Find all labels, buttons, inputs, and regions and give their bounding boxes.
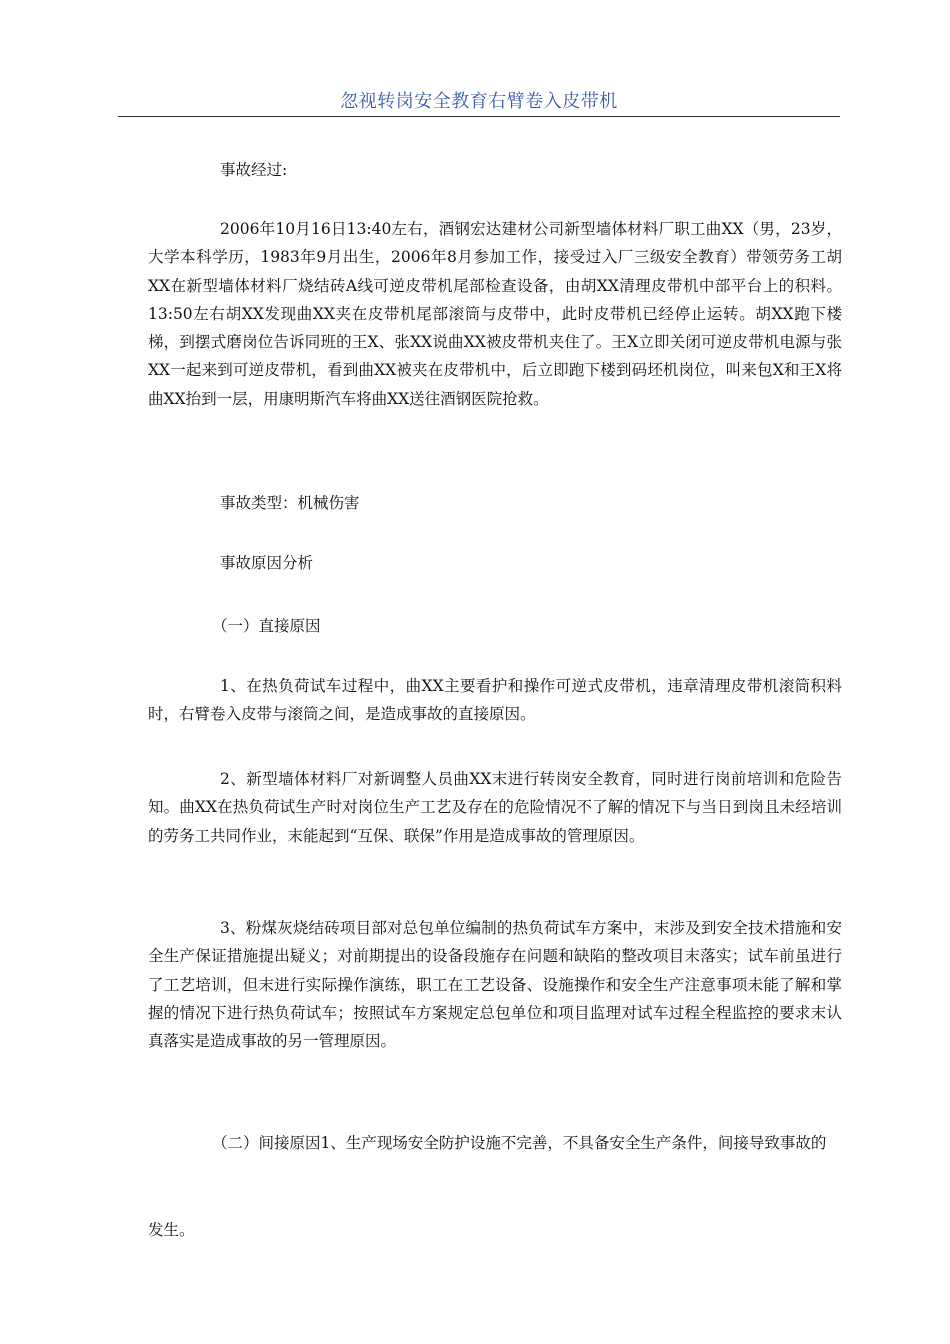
paragraph-tail: 发生。: [148, 1221, 195, 1239]
process-paragraph: 2006年10月16日13:40左右，酒钢宏达建材公司新型墙体材料厂职工曲XX（男，23岁，大学本科学历，1983年9月出生，2006年8月参加工作，接受过入厂三级安全教育）带领劳务工胡XX在新型墙体材料厂烧结砖A线可逆皮带机尾部检查设备，由胡XX清理皮带机中部平台上的积料。13:50左右胡XX发现曲XX夹在皮带机尾部滚筒与皮带中，此时皮带机已经停止运转。胡XX跑下楼梯，到摆式磨岗位告诉同班的王X、张XX说曲XX被皮带机夹住了。王X立即关闭可逆皮带机电源与张XX一起来到可逆皮带机，看到曲XX被夹在皮带机中，后立即跑下楼到码坯机岗位，叫来包X和王X将曲XX抬到一层，用康明斯汽车将曲XX送往酒钢医院抢救。: [148, 220, 842, 408]
accident-type-line: 事故类型：机械伤害: [220, 494, 360, 512]
cause-item-1: 1、在热负荷试车过程中，曲XX主要看护和操作可逆式皮带机，违章清理皮带机滚筒积料时，右臂卷入皮带与滚筒之间，是造成事故的直接原因。: [148, 677, 842, 724]
direct-cause-heading: （一）直接原因: [212, 617, 321, 635]
cause-item-2: 2、新型墙体材料厂对新调整人员曲XX末进行转岗安全教育，同时进行岗前培训和危险告知。曲XX在热负荷试生产时对岗位生产工艺及存在的危险情况不了解的情况下与当日到岗且未经培训的劳务工共同作业，末能起到“互保、联保”作用是造成事故的管理原因。: [148, 770, 842, 845]
document-title: 忽视转岗安全教育右臂卷入皮带机: [340, 91, 618, 112]
cause-analysis-heading: 事故原因分析: [220, 554, 314, 572]
indirect-cause-paragraph: （二）间接原因1、生产现场安全防护设施不完善，不具备安全生产条件，间接导致事故的: [212, 1134, 827, 1152]
process-heading: 事故经过:: [220, 161, 288, 179]
cause-item-3: 3、粉煤灰烧结砖项目部对总包单位编制的热负荷试车方案中，末涉及到安全技术措施和安全生产保证措施提出疑义；对前期提出的设备段施存在问题和缺陷的整改项目末落实；试车前虽进行了工艺培训，但末进行实际操作演练，职工在工艺设备、设施操作和安全生产注意事项未能了解和掌握的情况下进行热负荷试车；按照试车方案规定总包单位和项目监理对试车过程全程监控的要求末认真落实是造成事故的另一管理原因。: [148, 919, 842, 1051]
document-header: [118, 90, 840, 117]
